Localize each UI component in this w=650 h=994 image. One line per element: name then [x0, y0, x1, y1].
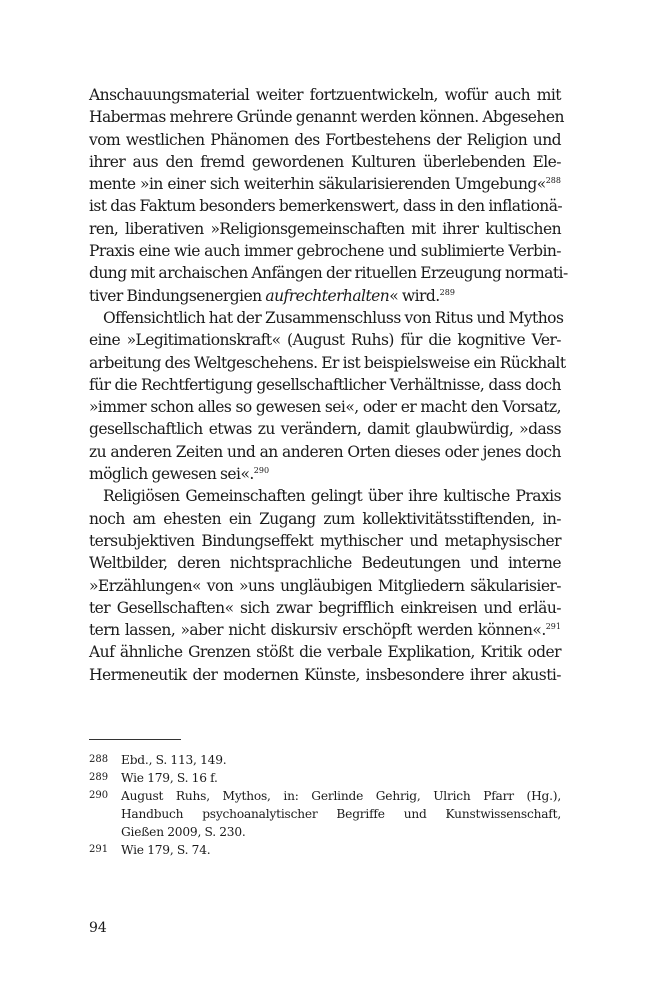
- text-line: Hermeneutik der modernen Künste, insbesondere ihrer akusti-: [89, 665, 561, 684]
- text-line: für die Rechtfertigung gesellschaftlicher Verhältnisse, dass doch: [89, 375, 561, 394]
- footnote-text: Gießen 2009, S. 230.: [121, 825, 246, 839]
- footnote-text: August Ruhs, Mythos, in: Gerlinde Gehrig, Ulrich Pfarr (Hg.),: [121, 789, 561, 803]
- footnote-number: 290: [89, 790, 109, 801]
- text-line: dung mit archaischen Anfängen der rituellen Erzeugung normati-: [89, 264, 568, 283]
- text-line: Habermas mehrere Gründe genannt werden können. Abgesehen: [89, 108, 564, 127]
- footnotes: [89, 751, 561, 859]
- footnote: [89, 769, 561, 787]
- text-line: »Erzählungen« von »uns ungläubigen Mitgliedern säkularisier-: [89, 576, 561, 595]
- text-line: eine »Legitimationskraft« (August Ruhs) für die kognitive Ver-: [89, 331, 561, 350]
- footnote-ref: 289: [439, 287, 455, 297]
- text-line: möglich gewesen sei«.$^{290}$: [89, 465, 270, 484]
- page-number: 94: [89, 920, 107, 936]
- footnote: [89, 751, 561, 769]
- footnote-number: 288: [89, 754, 109, 765]
- text-line: Weltbilder, deren nichtsprachliche Bedeutungen und interne: [89, 554, 561, 573]
- text-line: Praxis eine wie auch immer gebrochene und sublimierte Verbin-: [89, 242, 561, 261]
- text-line: tersubjektiven Bindungseffekt mythischer und metaphysischer: [89, 531, 561, 550]
- text-line: noch am ehesten ein Zugang zum kollektivitätsstiftenden, in-: [89, 509, 561, 528]
- footnote-ref: 291: [545, 622, 561, 632]
- footnote-number: 291: [89, 844, 109, 855]
- text-line: gesellschaftlich etwas zu verändern, damit glaubwürdig, »dass: [89, 420, 561, 439]
- text-line: vom westlichen Phänomen des Fortbestehens der Religion und: [89, 130, 561, 149]
- text-line: tiver Bindungsenergien aufrechterhalten« wird.$^{289}$: [89, 286, 455, 305]
- footnote-ref: 290: [253, 466, 270, 476]
- footnote: [89, 841, 561, 859]
- footnote-text: Ebd., S. 113, 149.: [121, 753, 227, 767]
- text-line: Auf ähnliche Grenzen stößt die verbale Explikation, Kritik oder: [89, 643, 561, 662]
- footnote-text: Wie 179, S. 74.: [121, 843, 211, 857]
- text-line: Offensichtlich hat der Zusammenschluss von Ritus und Mythos: [103, 308, 564, 327]
- text-line: »immer schon alles so gewesen sei«, oder er macht den Vorsatz,: [89, 398, 561, 417]
- footnote-ref: 288: [545, 176, 561, 186]
- footnote-divider: [89, 739, 181, 740]
- footnote: [89, 787, 561, 841]
- footnote-number: 289: [89, 772, 109, 783]
- text-line: tern lassen, »aber nicht diskursiv erschöpft werden können«.$^{291}$: [89, 621, 561, 640]
- text-line: ihrer aus den fremd gewordenen Kulturen überlebenden Ele-: [89, 152, 561, 171]
- body-text: [89, 84, 568, 686]
- text-line: zu anderen Zeiten und an anderen Orten dieses oder jenes doch: [89, 442, 561, 461]
- text-line: ter Gesellschaften« sich zwar begrifflich einkreisen und erläu-: [89, 598, 561, 617]
- text-line: ren, liberativen »Religionsgemeinschaften mit ihrer kultischen: [89, 219, 561, 238]
- footnote-text: Wie 179, S. 16 f.: [121, 771, 218, 785]
- footnote-text: Handbuch psychoanalytischer Begriffe und Kunstwissenschaft,: [121, 807, 561, 821]
- text-line: Religiösen Gemeinschaften gelingt über ihre kultische Praxis: [103, 487, 561, 506]
- text-line: ist das Faktum besonders bemerkenswert, dass in den inflationä-: [89, 197, 563, 216]
- text-line: arbeitung des Weltgeschehens. Er ist beispielsweise ein Rückhalt: [89, 353, 566, 372]
- text-line: Anschauungsmaterial weiter fortzuentwickeln, wofür auch mit: [89, 86, 561, 104]
- emphasis: aufrechterhalten: [265, 286, 390, 305]
- text-line: mente »in einer sich weiterhin säkularisierenden Umgebung«$^{288}$: [89, 175, 561, 194]
